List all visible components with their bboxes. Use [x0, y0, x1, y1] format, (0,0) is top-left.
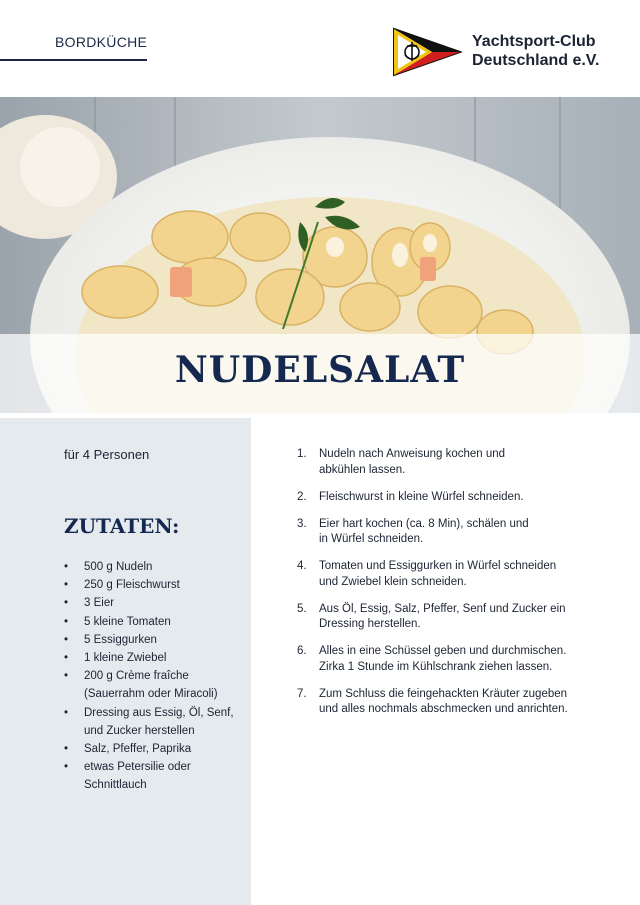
ingredients-list	[64, 558, 244, 795]
step-number: 5.	[297, 602, 307, 615]
ingredient-item: • 250 g Fleischwurst	[64, 576, 244, 594]
step-item: 7. Zum Schluss die feingehackten Kräuter zugeben und alles nochmals abschmecken und anrichten.	[297, 687, 568, 715]
ingredient-item: • 3 Eier	[64, 594, 244, 612]
club-name-line2: Deutschland e.V.	[472, 52, 600, 69]
step-item: 4. Tomaten und Essiggurken in Würfel schneiden und Zwiebel klein schneiden.	[297, 560, 557, 588]
header-rule	[0, 59, 147, 61]
step-number: 7.	[297, 687, 307, 700]
step-number: 1.	[297, 448, 307, 460]
ingredient-item: • 5 kleine Tomaten	[64, 613, 244, 631]
step-item: 3. Eier hart kochen (ca. 8 Min), schälen und in Würfel schneiden.	[297, 517, 529, 545]
ingredients-heading: ZUTATEN:	[64, 514, 180, 538]
page-title: NUDELSALAT	[174, 349, 466, 391]
servings: für 4 Personen	[64, 447, 150, 462]
club-burgee-logo-icon	[392, 27, 462, 77]
ingredient-item: • etwas Petersilie oder Schnittlauch	[64, 758, 244, 794]
club-name-line1: Yachtsport-Club	[472, 33, 596, 50]
step-item: 6. Alles in eine Schüssel geben und durchmischen. Zirka 1 Stunde im Kühlschrank ziehen lassen.	[297, 645, 567, 673]
step-number: 3.	[297, 517, 307, 530]
ingredient-item: • Salz, Pfeffer, Paprika	[64, 740, 244, 758]
ingredient-item: • 500 g Nudeln	[64, 558, 244, 576]
step-number: 4.	[297, 560, 307, 572]
ingredient-item: • Dressing aus Essig, Öl, Senf, und Zucker herstellen	[64, 704, 244, 740]
step-number: 2.	[297, 490, 307, 503]
step-number: 6.	[297, 645, 307, 657]
step-item: 1. Nudeln nach Anweisung kochen und abkühlen lassen.	[297, 448, 506, 476]
club-name	[472, 32, 599, 70]
preparation-steps	[297, 447, 597, 729]
step-item: 2. Fleischwurst in kleine Würfel schneiden.	[297, 490, 597, 506]
ingredient-item: • 200 g Crème fraîche (Sauerrahm oder Miracoli)	[64, 667, 244, 703]
section-label: BORDKÜCHE	[55, 34, 148, 50]
ingredient-item: • 1 kleine Zwiebel	[64, 649, 244, 667]
step-item: 5. Aus Öl, Essig, Salz, Pfeffer, Senf und Zucker ein Dressing herstellen.	[297, 602, 566, 630]
ingredient-item: • 5 Essiggurken	[64, 631, 244, 649]
